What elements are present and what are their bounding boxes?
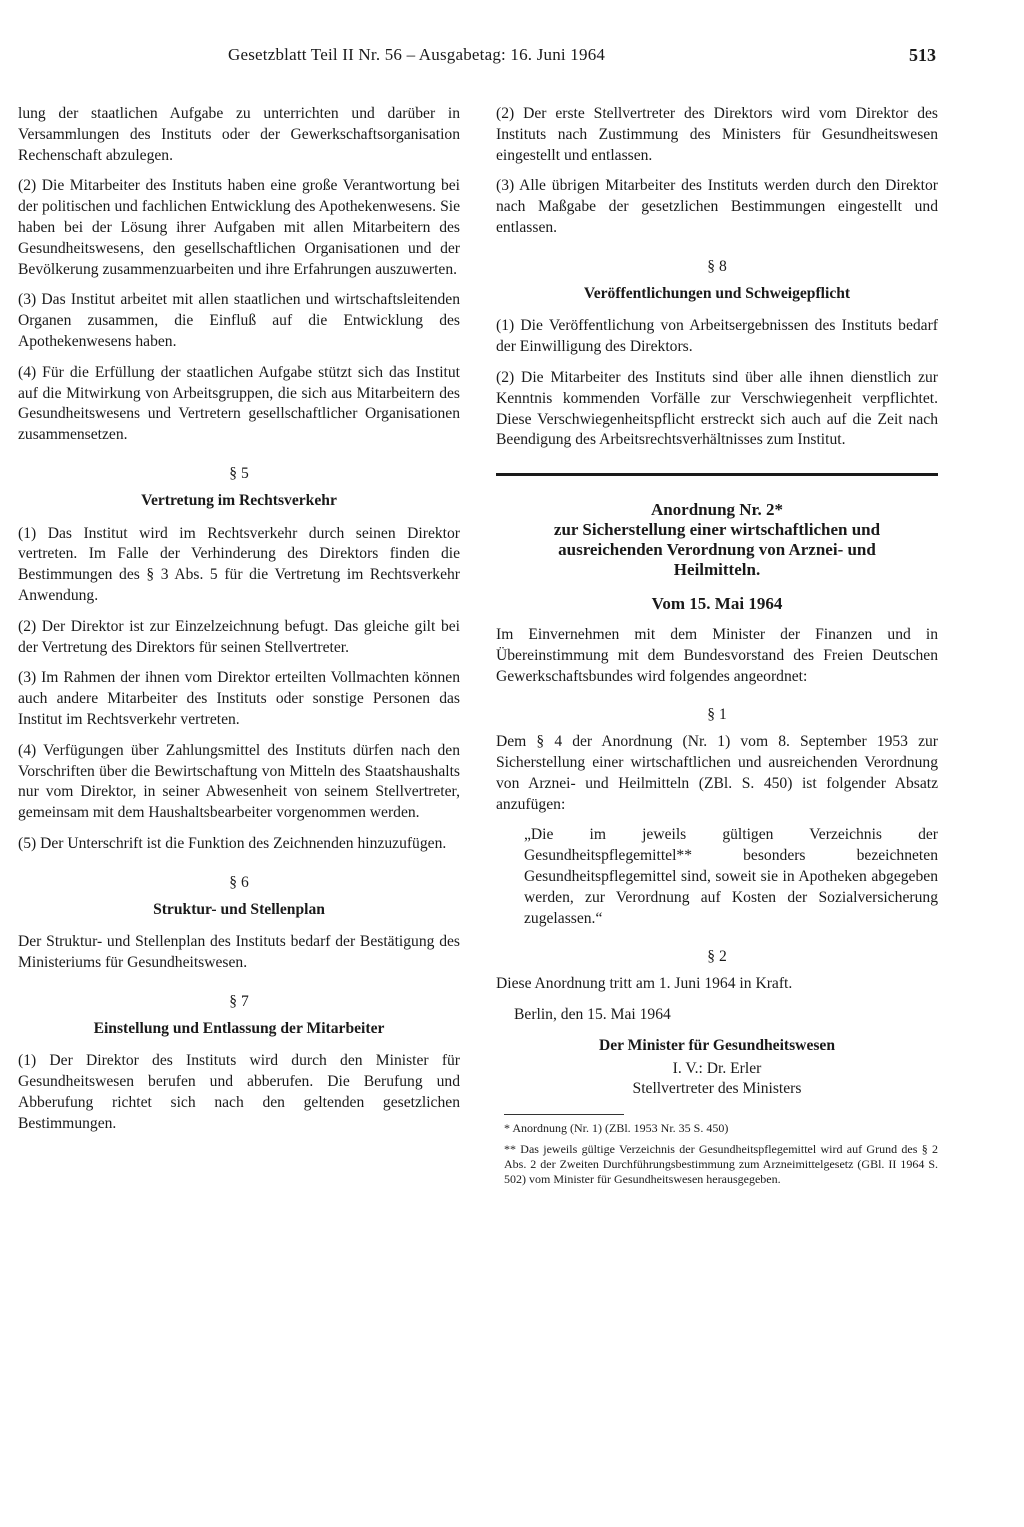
- paragraph: (3) Das Institut arbeitet mit allen staatlichen und wirtschaftsleitenden Organen zusammen, die Einfluß auf die Entwicklung des Apothekenwesens haben.: [18, 291, 460, 350]
- section-number: § 7: [229, 992, 249, 1010]
- ordinance-date: Vom 15. Mai 1964: [651, 594, 783, 614]
- section-number: § 2: [707, 948, 727, 966]
- paragraph: (4) Für die Erfüllung der staatlichen Aufgabe stützt sich das Institut auf die Mitwirkung von Arbeitsgruppen, die sich aus Mitarbeitern des Gesundheitswesens und Vertretern gesellschaftlicher Organisationen zusammensetzen.: [18, 363, 460, 444]
- place-date: Berlin, den 15. Mai 1964: [514, 1005, 671, 1023]
- section-number: § 6: [229, 873, 249, 891]
- header-title: Gesetzblatt Teil II Nr. 56 – Ausgabetag: 16. Juni 1964: [228, 45, 606, 64]
- paragraph: (4) Verfügungen über Zahlungsmittel des Instituts dürfen nach den Vorschriften über die Bewirtschaftung von Mitteln des Staatshaushalts nur vom Direktor, in seiner Abwesenheit von seinem Stellvertreter, gemeinsam mit dem Haushaltsbearbeiter vorgenommen werden.: [18, 741, 460, 822]
- ordinance-title-line: Heilmitteln.: [673, 560, 761, 580]
- paragraph: (2) Die Mitarbeiter des Instituts haben eine große Verantwortung bei der politischen und fachlichen Entwicklung des Apothekenwesens. Sie haben bei der Lösung ihrer Aufgaben mit allen Mitarbeitern des Gesundheitswesens, den gesellschaftlichen Organisationen und der Bevölkerung zusammenzuarbeiten und ihre Erfahrungen auszuwerten.: [18, 177, 460, 278]
- paragraph: Diese Anordnung tritt am 1. Juni 1964 in Kraft.: [496, 975, 793, 993]
- footnote: ** Das jeweils gültige Verzeichnis der Gesundheitspflegemittel wird auf Grund des § 2 Abs. 2 der Zweiten Durchführungsbestimmung zum Arzneimittelgesetz (GBl. II 1964 S. 502) vom Minister für Gesundheitswesen herausgegeben.: [504, 1142, 938, 1187]
- ordinance-title-line: Anordnung Nr. 2*: [650, 500, 784, 520]
- paragraph: (5) Der Unterschrift ist die Funktion des Zeichnenden hinzuzufügen.: [18, 834, 447, 852]
- minister-title: Der Minister für Gesundheitswesen: [598, 1036, 836, 1054]
- quoted-paragraph: „Die im jeweils gültigen Verzeichnis der Gesundheitspflegemittel** besonders bezeichneten Gesundheitspflegemittel sind, soweit sie in Apotheken abgegeben werden, zur Verordnung auf Kosten der Sozialversicherung zugelassen.“: [524, 826, 938, 927]
- divider: [496, 473, 938, 476]
- signatory: I. V.: Dr. Erler: [672, 1059, 762, 1077]
- paragraph: Der Struktur- und Stellenplan des Instituts bedarf der Bestätigung des Ministeriums für Gesundheitswesen.: [18, 933, 460, 972]
- paragraph: (3) Im Rahmen der ihnen vom Direktor erteilten Vollmachten können auch andere Mitarbeiter des Instituts oder sonstige Personen das Institut im Rechtsverkehr vertreten.: [18, 669, 460, 728]
- footnote: * Anordnung (Nr. 1) (ZBl. 1953 Nr. 35 S. 450): [504, 1121, 729, 1136]
- paragraph: (1) Die Veröffentlichung von Arbeitsergebnissen des Instituts bedarf der Einwilligung des Direktors.: [496, 317, 938, 356]
- footnote-rule: [504, 1114, 624, 1115]
- section-title: Veröffentlichungen und Schweigepflicht: [583, 284, 851, 302]
- ordinance-title-line: zur Sicherstellung einer wirtschaftlichen und: [553, 520, 881, 540]
- paragraph: Im Einvernehmen mit dem Minister der Finanzen und in Übereinstimmung mit dem Bundesvorstand des Freien Deutschen Gewerkschaftsbundes wird folgendes angeordnet:: [496, 625, 938, 685]
- right-column: [496, 104, 938, 1193]
- section-number: § 8: [707, 257, 727, 275]
- signatory-role: Stellvertreter des Ministers: [632, 1080, 802, 1098]
- section-title: Einstellung und Entlassung der Mitarbeiter: [93, 1019, 385, 1037]
- paragraph: (2) Der erste Stellvertreter des Direktors wird vom Direktor des Instituts nach Zustimmung des Ministers für Gesundheitswesen eingestellt und entlassen.: [496, 105, 938, 164]
- ordinance-title-line: ausreichenden Verordnung von Arznei- und: [558, 540, 876, 560]
- section-title: Struktur- und Stellenplan: [153, 900, 325, 918]
- section-number: § 5: [229, 464, 249, 482]
- paragraph: (1) Der Direktor des Instituts wird durch den Minister für Gesundheitswesen berufen und abberufen. Die Berufung und Abberufung richtet sich nach den geltenden gesetzlichen Bestimmungen.: [18, 1052, 460, 1132]
- section-number: § 1: [707, 706, 727, 724]
- paragraph: (2) Die Mitarbeiter des Instituts sind über alle ihnen dienstlich zur Kenntnis kommenden Vorfälle zur Verschwiegenheit verpflichtet. Diese Verschwiegenheitspflicht erstreckt sich auch auf die Zeit nach Beendigung des Arbeitsrechtsverhältnisses zum Institut.: [496, 368, 938, 449]
- page-number: 513: [909, 45, 936, 65]
- paragraph: (3) Alle übrigen Mitarbeiter des Instituts werden durch den Direktor nach Maßgabe der gesetzlichen Bestimmungen eingestellt und entlassen.: [496, 177, 938, 236]
- section-title: Vertretung im Rechtsverkehr: [141, 491, 337, 509]
- paragraph: (1) Das Institut wird im Rechtsverkehr durch seinen Direktor vertreten. Im Falle der Verhinderung des Direktors finden die Bestimmungen des § 3 Abs. 5 für die Vertretung im Rechtsverkehr Anwendung.: [18, 524, 460, 604]
- paragraph: lung der staatlichen Aufgabe zu unterrichten und darüber in Versammlungen des Instituts oder der Gewerkschaftsorganisation Rechenschaft abzulegen.: [18, 105, 460, 164]
- paragraph: Dem § 4 der Anordnung (Nr. 1) vom 8. September 1953 zur Sicherstellung einer wirtschaftlichen und ausreichenden Verordnung von Arznei- und Heilmitteln (ZBl. S. 450) ist folgender Absatz anzufügen:: [496, 733, 938, 813]
- paragraph: (2) Der Direktor ist zur Einzelzeichnung befugt. Das gleiche gilt bei der Vertretung des Direktors für seinen Stellvertreter.: [18, 617, 460, 656]
- left-column: [18, 104, 460, 1145]
